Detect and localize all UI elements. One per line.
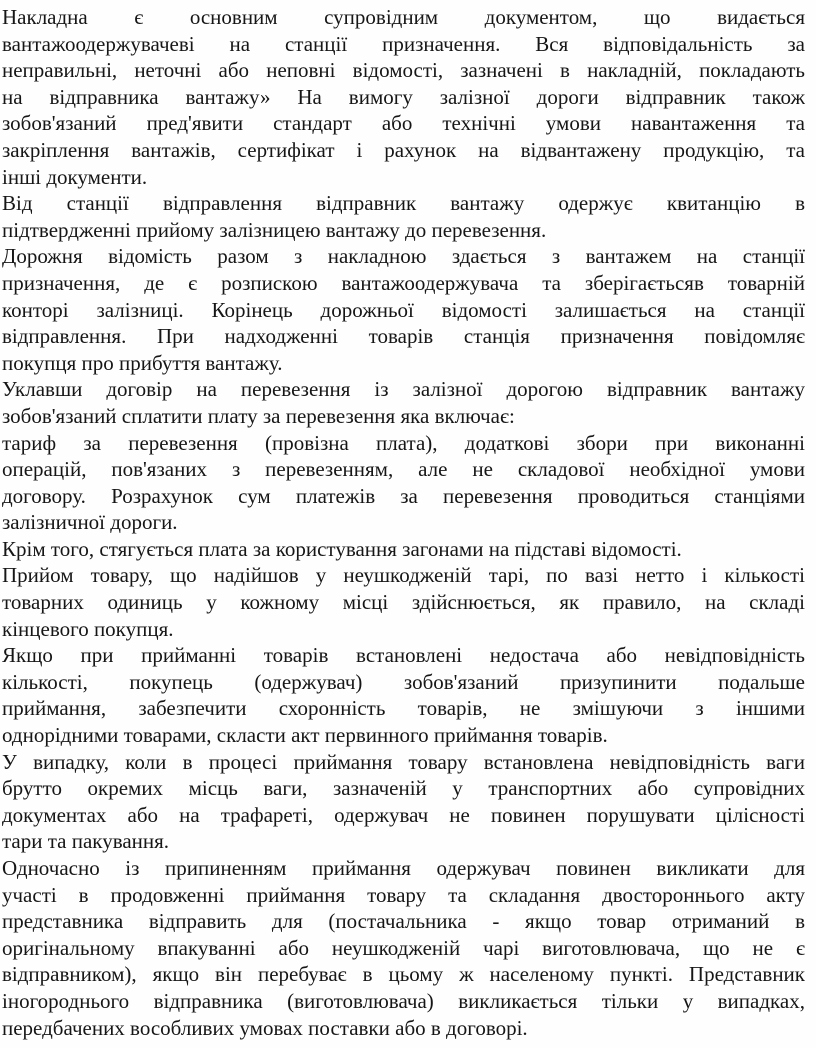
paragraph: [2, 642, 805, 748]
text-line: операцій, пов'язаних з перевезенням, але не складової необхідної умови: [2, 457, 805, 482]
text-line: передбачених вособливих умовах поставки або в договорі.: [2, 1015, 528, 1040]
paragraph: [2, 536, 805, 563]
text-line: Уклавши договір на перевезення із залізної дорогою відправник вантажу: [2, 377, 805, 402]
text-line: брутто окремих місць ваги, зазначеній у транспортних або супровідних: [2, 776, 805, 801]
text-line: У випадку, коли в процесі приймання товару встановлена невідповідність ваги: [2, 749, 805, 774]
text-line: кількості, покупець (одержувач) зобов'язаний призупинити подальше: [2, 669, 805, 694]
paragraph: [2, 749, 805, 855]
paragraph: [2, 562, 805, 642]
text-line: оригінальному впакуванні або неушкодженій чарі виготовлювача, що не є: [2, 935, 805, 960]
text-line: відправлення. При надходженні товарів станція призначення повідомляє: [2, 324, 805, 349]
text-line: участі в продовженні приймання товару та складання двостороннього акту: [2, 882, 805, 907]
text-line: Одночасно із припиненням приймання одержувач повинен викликати для: [2, 856, 805, 880]
text-line: представника відправить для (постачальника - якщо товар отриманий в: [2, 909, 805, 934]
paragraph: [2, 430, 805, 536]
text-line: документах або на трафареті, одержувач не повинен порушувати цілісності: [2, 802, 805, 827]
paragraph: [2, 4, 805, 190]
text-line: Прийом товару, що надійшов у неушкодженій тарі, по вазі нетто і кількості: [2, 563, 805, 588]
paragraph: [2, 190, 805, 243]
text-line: товарних одиниць у кожному місці здійснюється, як правило, на складі: [2, 590, 805, 615]
text-line: кінцевого покупця.: [2, 616, 174, 641]
text-line: відправником), якщо він перебуває в цьому ж населеному пункті. Представник: [2, 962, 805, 987]
text-line: тари та пакування.: [2, 829, 170, 854]
text-line: Крім того, стягується плата за користування загонами на підставі відомості.: [2, 536, 682, 561]
text-line: однорідними товарами, скласти акт первинного приймання товарів.: [2, 723, 608, 748]
text-line: зобов'язаний пред'явити стандарт або технічні умови навантаження та: [2, 111, 805, 136]
paragraph: [2, 855, 805, 1041]
text-line: підтвердженні прийому залізницею вантажу до перевезення.: [2, 217, 547, 242]
text-line: інші документи.: [2, 164, 148, 189]
text-line: договору. Розрахунок сум платежів за перевезення проводиться станціями: [2, 483, 805, 508]
text-line: Дорожня відомість разом з накладною здається з вантажем на станції: [2, 244, 805, 269]
paragraph: [2, 376, 805, 429]
text-line: залізничної дороги.: [2, 510, 178, 535]
text-line: призначення, де є розпискою вантажоодержувача та зберігаєтьсяв товарній: [2, 270, 805, 295]
text-line: зобов'язаний сплатити плату за перевезення яка включає:: [2, 403, 515, 428]
text-line: покупця про прибуття вантажу.: [2, 350, 283, 375]
paragraph: [2, 243, 805, 376]
text-line: неправильні, неточні або неповні відомості, зазначені в накладній, покладають: [2, 58, 805, 83]
text-line: Накладна є основним супровідним документом, що видається: [2, 5, 805, 29]
text-line: іногороднього відправника (виготовлювача) викликається тільки у випадках,: [2, 988, 805, 1013]
text-line: приймання, забезпечити схоронність товарів, не змішуючи з іншими: [2, 696, 805, 721]
text-line: Якщо при прийманні товарів встановлені недостача або невідповідність: [2, 643, 805, 668]
text-line: конторі залізниці. Корінець дорожньої відомості залишається на станції: [2, 297, 805, 322]
text-line: тариф за перевезення (провізна плата), додаткові збори при виконанні: [2, 430, 805, 455]
text-line: Від станції відправлення відправник вантажу одержує квитанцію в: [2, 191, 805, 216]
text-line: закріплення вантажів, сертифікат і рахунок на відвантажену продукцію, та: [2, 137, 805, 162]
text-line: вантажоодержувачеві на станції призначення. Вся відповідальність за: [2, 31, 805, 56]
text-line: на відправника вантажу» На вимогу залізної дороги відправник також: [2, 84, 805, 109]
